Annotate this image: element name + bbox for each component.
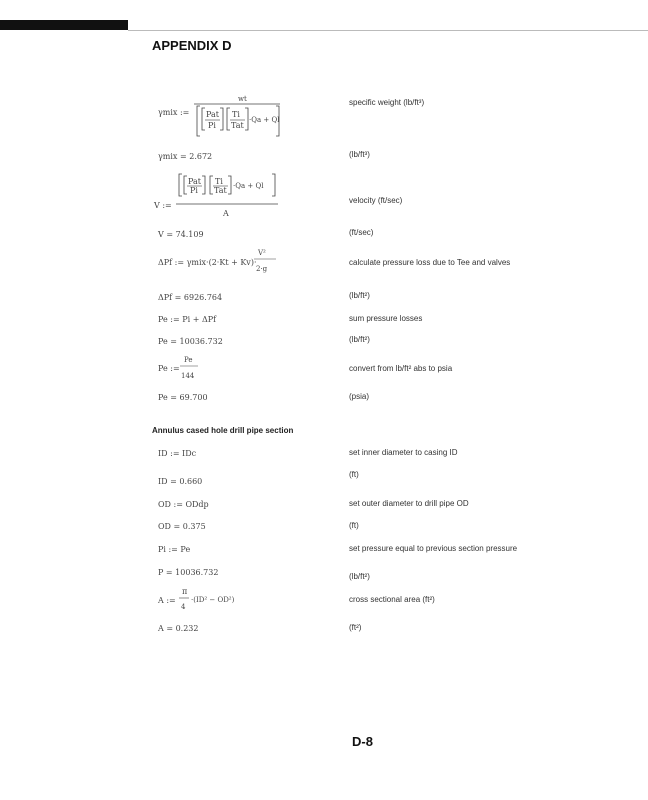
desc-id-unit: (ft) xyxy=(349,470,359,479)
area-rhs: ·(ID² − OD²) xyxy=(191,596,235,604)
desc-area-unit: (ft²) xyxy=(349,623,362,632)
od-assignment: OD := ODdp xyxy=(158,500,209,509)
velocity-value: V = 74.109 xyxy=(158,230,204,239)
desc-pe-unit: (lb/ft²) xyxy=(349,335,370,344)
desc-p-unit: (lb/ft²) xyxy=(349,572,370,581)
desc-specific-weight: specific weight (lb/ft³) xyxy=(349,98,425,107)
desc-cross-section: cross sectional area (ft²) xyxy=(349,595,435,604)
desc-convert-psia: convert from lb/ft² abs to psia xyxy=(349,364,453,373)
desc-set-id: set inner diameter to casing ID xyxy=(349,448,458,457)
desc-velocity: velocity (ft/sec) xyxy=(349,196,403,205)
pe-value-lbft2: Pe = 10036.732 xyxy=(158,337,223,346)
section-heading: Annulus cased hole drill pipe section xyxy=(152,426,294,435)
desc-velocity-unit: (ft/sec) xyxy=(349,228,374,237)
area-formula xyxy=(150,584,260,616)
psia-denominator: 144 xyxy=(181,372,195,380)
pressure-loss-denominator: 2·g xyxy=(256,265,268,273)
velocity-formula xyxy=(140,166,290,222)
psia-lhs: Pe := xyxy=(158,364,180,373)
pe-value-psia: Pe = 69.700 xyxy=(158,393,208,402)
specific-weight-formula xyxy=(150,90,290,140)
od-value: OD = 0.375 xyxy=(158,522,206,531)
p-value: P = 10036.732 xyxy=(158,568,219,577)
pi-assignment: Pi := Pe xyxy=(158,545,191,554)
velocity-q-term: ·Qa + Ql xyxy=(233,182,264,190)
id-assignment: ID := IDc xyxy=(158,449,197,458)
gamma-p-i: Pi xyxy=(208,121,216,130)
gamma-p-at: Pat xyxy=(206,110,220,119)
pressure-loss-formula xyxy=(150,244,290,278)
appendix-title: APPENDIX D xyxy=(152,38,232,53)
page-number: D-8 xyxy=(352,734,373,749)
gamma-t-i: Ti xyxy=(232,110,240,119)
pe-sum-expression: Pe := Pi + ΔPf xyxy=(158,315,217,324)
pressure-loss-lhs: ΔPf := γmix·(2·Kt + Kv)· xyxy=(158,258,257,267)
area-lhs: A := xyxy=(158,596,176,605)
desc-psia-unit: (psia) xyxy=(349,392,370,401)
id-value: ID = 0.660 xyxy=(158,477,203,486)
area-value: A = 0.232 xyxy=(158,624,199,633)
desc-set-pressure: set pressure equal to previous section pressure xyxy=(349,544,518,553)
gamma-q-term: ·Qa + Ql xyxy=(249,116,280,124)
area-numerator: π xyxy=(182,587,188,596)
header-rule xyxy=(128,30,648,31)
desc-pressure-loss: calculate pressure loss due to Tee and valves xyxy=(349,258,511,267)
velocity-t-i: Ti xyxy=(215,177,223,186)
desc-sum-pressure: sum pressure losses xyxy=(349,314,423,323)
pressure-loss-value: ΔPf = 6926.764 xyxy=(158,293,223,302)
velocity-p-i: Pi xyxy=(190,186,198,195)
psia-numerator: Pe xyxy=(184,356,193,364)
gamma-numerator: wt xyxy=(238,95,247,103)
gamma-lhs: γmix := xyxy=(158,108,190,117)
velocity-denominator: A xyxy=(223,209,229,218)
area-denominator: 4 xyxy=(181,603,186,611)
pressure-loss-numerator: V² xyxy=(258,249,266,257)
desc-set-od: set outer diameter to drill pipe OD xyxy=(349,499,469,508)
gamma-t-at: Tat xyxy=(231,121,244,130)
psia-conversion-formula xyxy=(150,352,210,384)
desc-gamma-unit: (lb/ft³) xyxy=(349,150,370,159)
velocity-t-at: Tat xyxy=(214,186,227,195)
header-bar xyxy=(0,20,128,30)
velocity-p-at: Pat xyxy=(188,177,202,186)
desc-pressure-loss-unit: (lb/ft²) xyxy=(349,291,370,300)
velocity-lhs: V := xyxy=(154,201,172,210)
desc-od-unit: (ft) xyxy=(349,521,359,530)
gamma-mix-value: γmix = 2.672 xyxy=(158,152,213,161)
